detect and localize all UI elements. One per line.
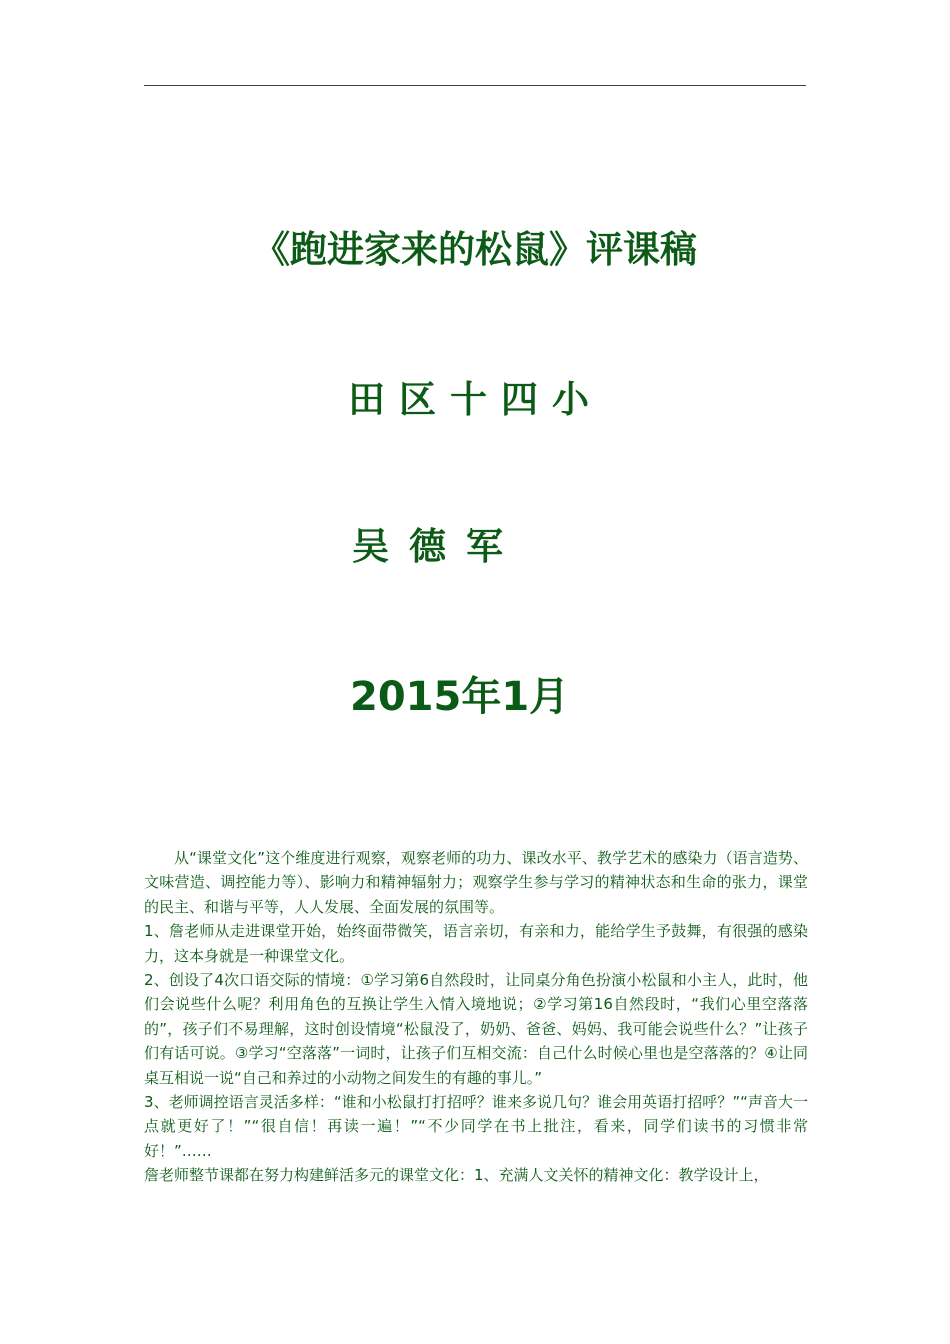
paragraph-point-2: 2、创设了4次口语交际的情境：①学习第6自然段时，让同桌分角色扮演小松鼠和小主人，此时，他们会说些什么呢？利用角色的互换让学生入情入境地说；②学习第16自然段时，“我们心里空落落的”，孩子们不易理解，这时创设情境“松鼠没了，奶奶、爸爸、妈妈、我可能会说些什么？”让孩子们有话可说。③学习“空落落”一词时，让孩子们互相交流：自己什么时候心里也是空落落的？④让同桌互相说一说“自己和养过的小动物之间发生的有趣的事儿。” bbox=[144, 971, 808, 1087]
school-name: 田区十四小 bbox=[348, 378, 603, 421]
author-name: 吴德军 bbox=[352, 525, 523, 568]
paragraph-summary: 詹老师整节课都在努力构建鲜活多元的课堂文化：1、充满人文关怀的精神文化：教学设计上， bbox=[144, 1166, 769, 1185]
paragraph-point-3: 3、老师调控语言灵活多样：“谁和小松鼠打打招呼？谁来多说几句？谁会用英语打招呼？”“声音大一点就更好了！”“很自信！再读一遍！”“不少同学在书上批注，看来，同学们读书的习惯非常好！”…… bbox=[144, 1093, 808, 1160]
body-text bbox=[144, 846, 808, 1188]
header-rule bbox=[144, 85, 806, 86]
document-title: 《跑进家来的松鼠》评课稿 bbox=[253, 228, 697, 271]
paragraph-intro: 从“课堂文化”这个维度进行观察，观察老师的功力、课改水平、教学艺术的感染力（语言造势、文味营造、调控能力等）、影响力和精神辐射力；观察学生参与学习的精神状态和生命的张力，课堂的民主、和谐与平等，人人发展、全面发展的氛围等。 bbox=[144, 849, 808, 916]
paragraph-point-1: 1、詹老师从走进课堂开始，始终面带微笑，语言亲切，有亲和力，能给学生予鼓舞，有很强的感染力，这本身就是一种课堂文化。 bbox=[144, 922, 808, 965]
document-date: 2015年1月 bbox=[350, 674, 570, 720]
